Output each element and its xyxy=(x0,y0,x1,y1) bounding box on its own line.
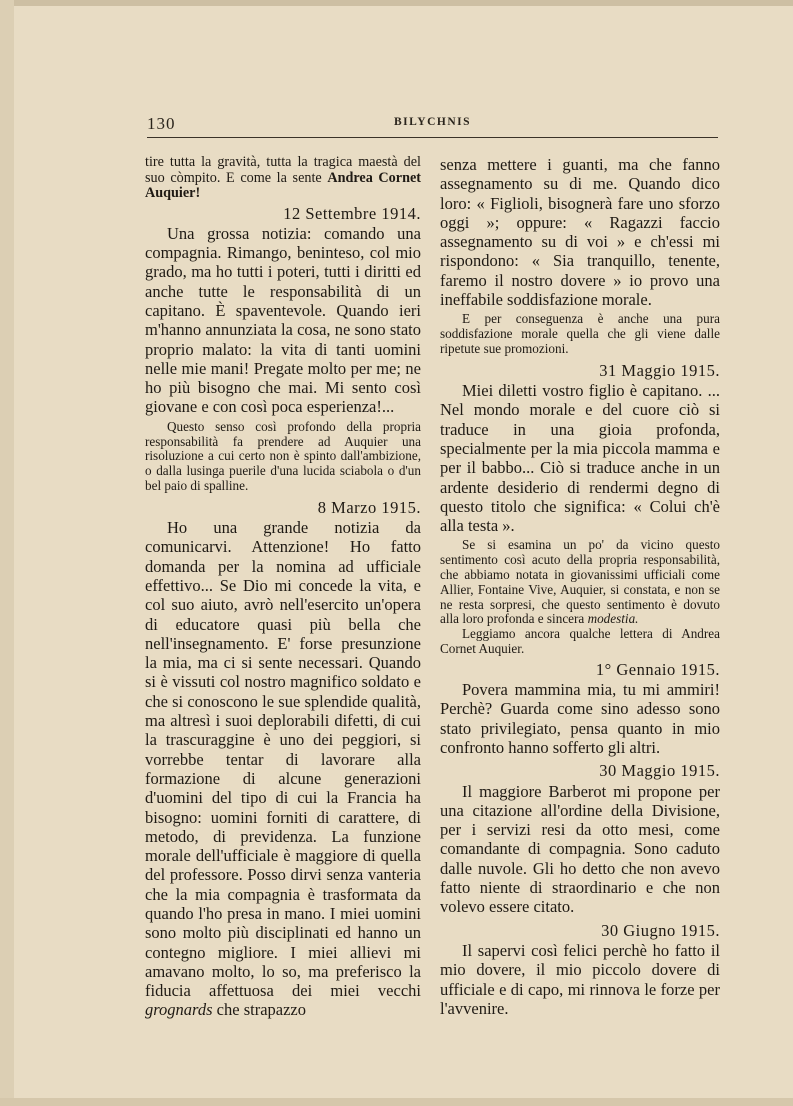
running-title: BILYCHNIS xyxy=(394,116,471,128)
page-left-edge xyxy=(0,0,14,1106)
commentary-paragraph: Questo senso così profondo della propria responsabilità fa prendere ad Auquier una risoluzione a cui certo non è spinto dall'ambizione, o dalla lusinga puerile d'una lucida sciabola o d'un bel paio di spalline. xyxy=(145,418,421,493)
letter-date: 8 Marzo 1915. xyxy=(317,497,421,517)
commentary-paragraph: E per conseguenza è anche una pura soddisfazione morale quella che gli viene dalle ripetute sue promozioni. xyxy=(440,311,720,356)
letter-date: 1° Gennaio 1915. xyxy=(595,659,720,679)
left-column xyxy=(145,155,421,1020)
paragraph: tire tutta la gravità, tutta la tragica maestà del suo còmpito. E come la sente Andrea Cornet Auquier! xyxy=(145,154,421,201)
letter-date: 12 Settembre 1914. xyxy=(283,203,421,223)
letter-date: 30 Giugno 1915. xyxy=(601,920,720,940)
page-header xyxy=(147,114,718,138)
author-name: Andrea Cornet Auquier! xyxy=(145,169,421,201)
right-column xyxy=(440,155,720,1018)
commentary-paragraph: Leggiamo ancora qualche lettera di Andrea Cornet Auquier. xyxy=(440,626,720,657)
letter-paragraph: Una grossa notizia: comando una compagnia. Rimango, beninteso, col mio grado, ma ho tutti i poteri, tutti i diritti ed anche tutte le responsabilità di un capitano. È spaventevole. Quando ieri m'hanno annunziata la cosa, ne sono stato proprio malato: la vita di tanti uomini nelle mie mani! Pregate molto per me; ne ho più bisogno che mai. Mi sento così giovane e con così poca esperienza!... xyxy=(145,223,421,417)
page-number: 130 xyxy=(147,114,176,133)
page-bottom-edge xyxy=(0,1098,793,1106)
letter-paragraph: Ho una grande notizia da comunicarvi. Attenzione! Ho fatto domanda per la nomina ad ufficiale effettivo... Se Dio mi concede la vita, e col suo aiuto, avrò nell'esercito un'opera di educatore quasi più bella che nell'insegnamento. E' forse presunzione la mia, ma ci si sente necessari. Quando si è vissuti col nostro magnifico soldato e che si conoscono le sue splendide qualità, ma altresì i suoi deplorabili difetti, di cui la trascuraggine è uno dei peggiori, si vorrebbe tentar di lavorare alla formazione di alcune generazioni d'uomini del tipo di cui la Francia ha bisogno: uomini forniti di carattere, di metodo, di previdenza. La funzione morale dell'ufficiale è maggiore di quella del professore. Posso dirvi senza vanteria che la mia compagnia è trasformata da quando l'ho presa in mano. I miei uomini sono molto più disciplinati ed hanno un contegno migliore. I miei allievi mi amavano molto, lo so, ma preferisco la fiducia affettuosa dei miei vecchi grognards che strapazzo xyxy=(145,518,421,1020)
letter-paragraph: Il sapervi così felici perchè ho fatto il mio dovere, il mio piccolo dovere di ufficiale e di capo, mi rinnova le forze per l'avvenire. xyxy=(440,940,720,1018)
commentary-paragraph: Se si esamina un po' da vicino questo sentimento così acuto della propria responsabilità, che abbiamo notata in giovanissimi ufficiali come Allier, Fontaine Vive, Auquier, si constata, e non se ne resta sorpresi, che questo sentimento è dovuto alla loro profonda e sincera modestia. xyxy=(440,537,720,627)
letter-date: 30 Maggio 1915. xyxy=(599,761,720,781)
letter-paragraph: Povera mammina mia, tu mi ammiri! Perchè? Guarda come sino adesso sono stato privilegiato, pensa quanto in mio confronto hanno sofferto gli altri. xyxy=(440,680,720,757)
page-top-edge xyxy=(0,0,793,6)
letter-paragraph: senza mettere i guanti, ma che fanno assegnamento su di me. Quando dico loro: « Figlioli, bisognerà fare uno sforzo oggi »; oppure: « Ragazzi faccio assegnamento su di voi » e ch'essi mi rispondono: « Sia tranquillo, tenente, faremo il nostro dovere » io provo una ineffabile soddisfazione morale. xyxy=(440,155,720,310)
italic-word: grognards xyxy=(145,1000,213,1020)
italic-word: modestia. xyxy=(587,611,639,627)
letter-paragraph: Il maggiore Barberot mi propone per una citazione all'ordine della Divisione, per i servizi resi da otto mesi, come comandante di compagnia. Sono caduto dalle nuvole. Gli ho detto che non avevo fatto niente di straordinario e che non volevo essere citato. xyxy=(440,781,720,917)
letter-paragraph: Miei diletti vostro figlio è capitano. ... Nel mondo morale e del cuore ciò si traduce in una gioia profonda, specialmente per la mia piccola mamma e per il babbo... Ciò si traduce anche in un ardente desiderio di rendermi degno di questo titolo che significa: « Colui ch'è alla testa ». xyxy=(440,381,720,536)
letter-date: 31 Maggio 1915. xyxy=(599,360,720,380)
header-rule xyxy=(147,137,718,138)
